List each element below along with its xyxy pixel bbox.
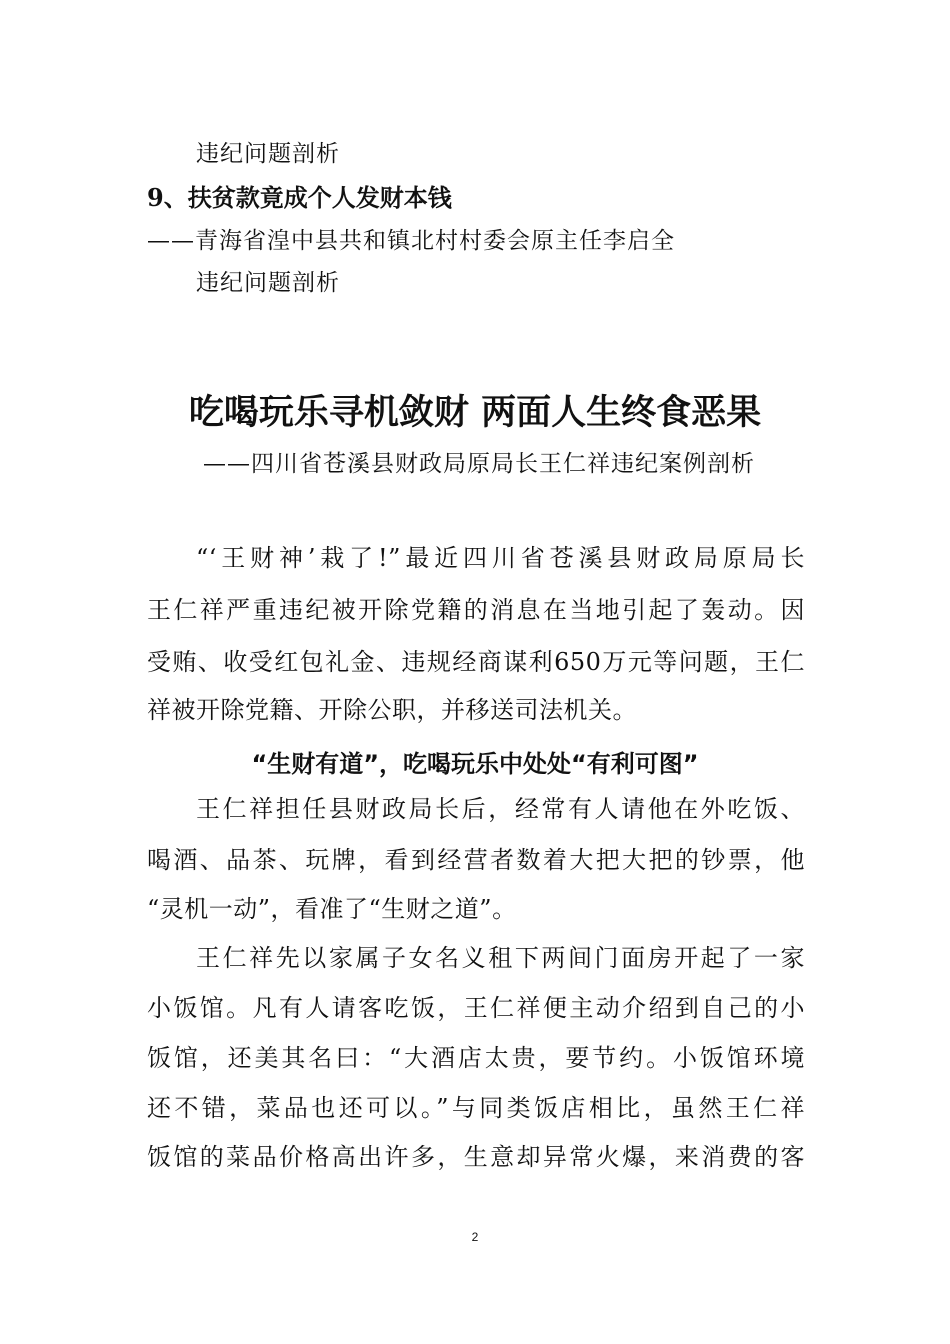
paragraph-2-line-3: “灵机一动”，看准了“生财之道”。 <box>147 895 517 923</box>
toc-item-9-subtitle: ——青海省湟中县共和镇北村村委会原主任李启全 <box>147 228 675 254</box>
page-number: 2 <box>471 1230 479 1244</box>
paragraph-1-line-3: 受贿、收受红包礼金、违规经商谋利650万元等问题，王仁 <box>147 648 805 676</box>
toc-item-9-title: 9、扶贫款竟成个人发财本钱 <box>147 183 452 212</box>
section-heading: “生财有道”，吃喝玩乐中处处“有利可图” <box>251 750 699 778</box>
toc-item-9-subtitle-cont: 违纪问题剖析 <box>196 270 340 296</box>
paragraph-2-line-1: 王仁祥担任县财政局长后，经常有人请他在外吃饭、 <box>196 795 805 823</box>
paragraph-3-line-2: 小饭馆。凡有人请客吃饭，王仁祥便主动介绍到自己的小 <box>147 994 805 1022</box>
paragraph-3-line-1: 王仁祥先以家属子女名义租下两间门面房开起了一家 <box>196 944 805 972</box>
paragraph-1-line-1: “‘王财神’栽了!”最近四川省苍溪县财政局原局长 <box>196 544 805 572</box>
paragraph-2-line-2: 喝酒、品茶、玩牌，看到经营者数着大把大把的钞票，他 <box>147 846 805 874</box>
toc-continued-line: 违纪问题剖析 <box>196 141 340 167</box>
article-subtitle: ——四川省苍溪县财政局原局长王仁祥违纪案例剖析 <box>203 451 755 477</box>
paragraph-3-line-4: 还不错，菜品也还可以。”与同类饭店相比，虽然王仁祥 <box>147 1094 805 1122</box>
paragraph-3-line-3: 饭馆，还美其名曰：“大酒店太贵，要节约。小饭馆环境 <box>147 1044 805 1072</box>
article-title: 吃喝玩乐寻机敛财 两面人生终食恶果 <box>188 392 762 433</box>
paragraph-1-line-2: 王仁祥严重违纪被开除党籍的消息在当地引起了轰动。因 <box>147 596 805 624</box>
paragraph-1-line-4: 祥被开除党籍、开除公职，并移送司法机关。 <box>147 696 637 724</box>
paragraph-3-line-5: 饭馆的菜品价格高出许多，生意却异常火爆，来消费的客 <box>147 1143 805 1171</box>
